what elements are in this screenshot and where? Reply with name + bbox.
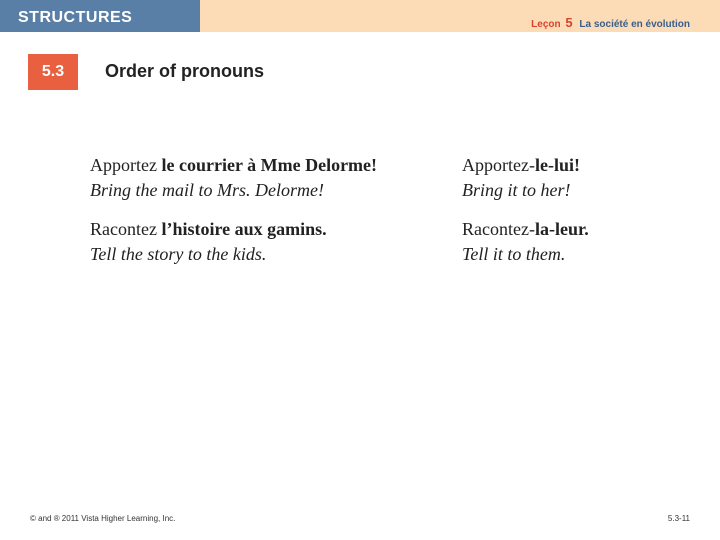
copyright-notice: © and ® 2011 Vista Higher Learning, Inc. — [30, 514, 176, 523]
example-2-right — [462, 217, 589, 267]
example-2-right-french: Racontez-la-leur. — [462, 219, 589, 239]
lesson-number: 5 — [565, 15, 573, 30]
example-1-left-english: Bring the mail to Mrs. Delorme! — [90, 180, 324, 200]
example-1-left-french: Apportez le courrier à Mme Delorme! — [90, 155, 378, 175]
example-1-right — [462, 153, 580, 203]
example-1-right-english: Bring it to her! — [462, 180, 571, 200]
example-2-right-english: Tell it to them. — [462, 244, 566, 264]
example-2-left-french: Racontez l’histoire aux gamins. — [90, 219, 327, 239]
lesson-label — [531, 15, 690, 30]
structures-banner — [0, 0, 200, 32]
example-2-left — [90, 217, 327, 267]
lesson-theme: La société en évolution — [579, 19, 690, 30]
structures-label: STRUCTURES — [18, 9, 133, 26]
lecon-word: Leçon — [531, 19, 561, 30]
example-1-left — [90, 153, 377, 203]
example-1-right-french: Apportez-le-lui! — [462, 155, 580, 175]
lesson-banner — [200, 0, 720, 32]
section-number-badge: 5.3 — [28, 54, 78, 90]
page-number: 5.3-11 — [667, 514, 690, 523]
page-title: Order of pronouns — [105, 61, 264, 81]
example-2-left-english: Tell the story to the kids. — [90, 244, 267, 264]
